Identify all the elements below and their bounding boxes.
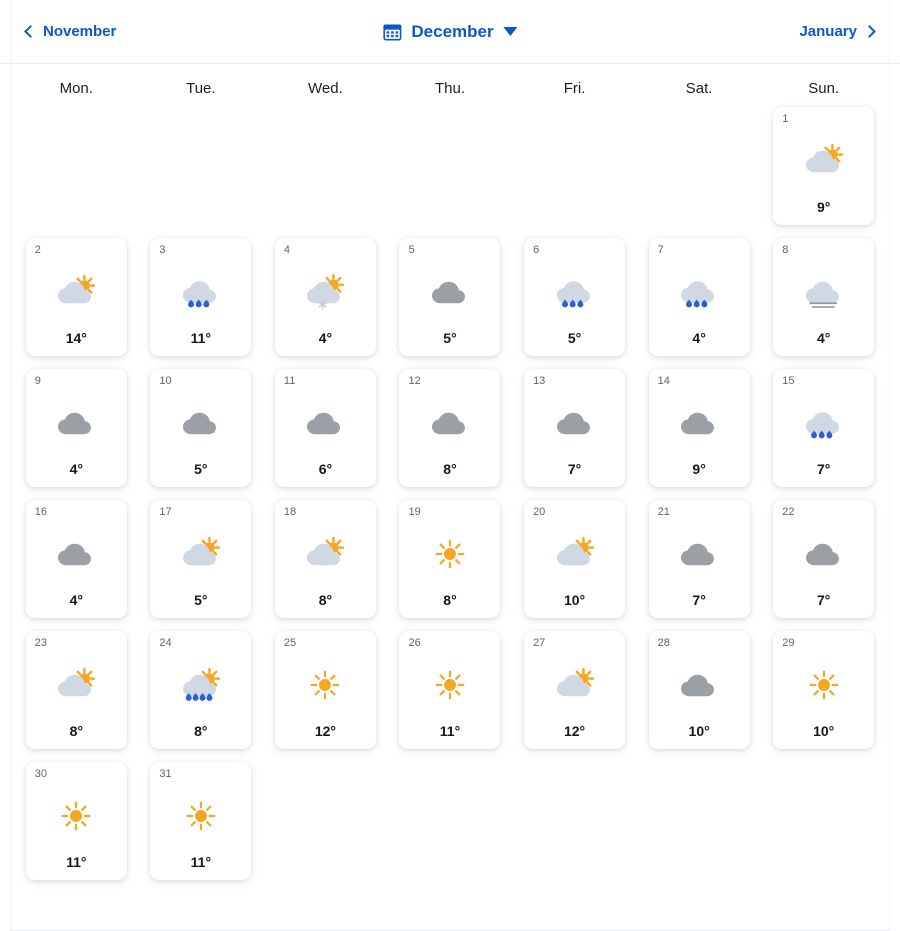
day-cell[interactable] [263, 238, 388, 356]
day-number: 26 [408, 637, 421, 649]
empty-day-cell [14, 107, 139, 225]
day-cell[interactable] [512, 631, 637, 749]
weekday-label: Sun. [808, 80, 840, 97]
day-card[interactable] [150, 500, 251, 618]
previous-month-label: November [43, 23, 117, 40]
day-number: 9 [34, 375, 41, 387]
day-card[interactable] [773, 107, 874, 225]
day-cell[interactable] [139, 369, 264, 487]
cloud-icon [159, 385, 242, 461]
day-temperature: 8° [69, 723, 83, 739]
cloud-icon [658, 385, 741, 461]
day-temperature: 5° [443, 330, 457, 346]
day-number: 6 [533, 244, 540, 256]
day-temperature: 4° [817, 330, 831, 346]
day-cell[interactable] [14, 631, 139, 749]
day-temperature: 10° [688, 723, 710, 739]
day-temperature: 11° [190, 330, 212, 346]
day-cell[interactable] [512, 369, 637, 487]
day-card[interactable] [649, 500, 750, 618]
day-number: 14 [657, 375, 670, 387]
day-temperature: 12° [314, 723, 336, 739]
day-number: 3 [159, 244, 166, 256]
day-cell[interactable] [139, 631, 264, 749]
sun-cloud-icon [533, 516, 616, 592]
day-card[interactable] [773, 369, 874, 487]
empty-day-cell [263, 107, 388, 225]
day-temperature: 5° [194, 461, 208, 477]
day-card[interactable] [649, 631, 750, 749]
previous-month-button[interactable] [26, 23, 116, 40]
day-cell[interactable] [761, 369, 886, 487]
day-number: 30 [34, 768, 48, 780]
day-cell[interactable] [139, 500, 264, 618]
weekday-header-row [0, 64, 900, 107]
day-cell[interactable] [637, 500, 762, 618]
day-card[interactable] [399, 631, 500, 749]
day-cell[interactable] [14, 500, 139, 618]
day-number: 25 [283, 637, 297, 649]
day-card[interactable] [26, 762, 127, 880]
cloud-icon [35, 516, 118, 592]
day-cell[interactable] [139, 238, 264, 356]
calendar-header [0, 0, 900, 64]
day-temperature: 9° [692, 461, 706, 477]
day-card[interactable] [524, 369, 625, 487]
day-card[interactable] [524, 500, 625, 618]
day-card[interactable] [150, 631, 251, 749]
day-card[interactable] [275, 238, 376, 356]
day-number: 8 [782, 244, 789, 256]
day-temperature: 7° [817, 592, 831, 608]
day-temperature: 11° [66, 854, 87, 870]
day-temperature: 5° [567, 330, 582, 346]
day-card[interactable] [26, 500, 127, 618]
chevron-right-icon [863, 25, 876, 38]
sun-cloud-snow-icon [284, 254, 367, 330]
weekday-label: Tue. [186, 80, 216, 97]
weekday-label: Fri. [563, 80, 586, 97]
day-number: 15 [782, 375, 795, 387]
sun-icon [408, 516, 491, 592]
day-card[interactable] [275, 500, 376, 618]
weekday-label: Thu. [434, 80, 465, 97]
day-card[interactable] [399, 500, 500, 618]
day-card[interactable] [773, 238, 874, 356]
day-temperature: 7° [692, 592, 706, 608]
cloud-icon [408, 385, 491, 461]
day-card[interactable] [26, 369, 127, 487]
page-border-right [889, 0, 890, 931]
rain-icon [159, 254, 242, 330]
day-card[interactable] [275, 369, 376, 487]
day-number: 11 [283, 375, 296, 387]
day-number: 4 [283, 244, 291, 256]
day-temperature: 8° [443, 592, 457, 608]
day-card[interactable] [399, 238, 500, 356]
cloud-icon [284, 385, 367, 461]
empty-day-cell [512, 107, 637, 225]
day-card[interactable] [773, 631, 874, 749]
day-number: 19 [408, 506, 421, 518]
day-number: 23 [34, 637, 48, 649]
caret-down-icon [504, 27, 518, 36]
weekday-label: Sat. [685, 80, 713, 97]
day-temperature: 6° [318, 461, 333, 477]
day-temperature: 8° [318, 592, 333, 608]
day-temperature: 4° [69, 592, 83, 608]
day-temperature: 4° [318, 330, 333, 346]
day-temperature: 8° [443, 461, 457, 477]
sun-cloud-icon [533, 647, 616, 723]
day-cell[interactable] [388, 631, 513, 749]
day-cell[interactable] [637, 631, 762, 749]
next-month-button[interactable] [799, 23, 874, 40]
sun-cloud-rain-icon [159, 647, 242, 723]
day-cell[interactable] [14, 238, 139, 356]
day-number: 29 [782, 637, 795, 649]
day-number: 20 [533, 506, 546, 518]
day-cell[interactable] [637, 369, 762, 487]
day-cell[interactable] [263, 369, 388, 487]
day-cell[interactable] [388, 369, 513, 487]
day-temperature: 10° [563, 592, 586, 608]
day-cell[interactable] [512, 500, 637, 618]
cloud-icon [533, 385, 616, 461]
cloud-icon [658, 647, 741, 723]
cloud-icon [782, 516, 865, 592]
day-number: 1 [782, 113, 789, 125]
day-card[interactable] [399, 369, 500, 487]
cloud-icon [658, 516, 741, 592]
day-card[interactable] [150, 762, 251, 880]
day-number: 22 [782, 506, 795, 518]
day-number: 24 [159, 637, 172, 649]
day-cell[interactable] [263, 500, 388, 618]
rain-icon [782, 385, 865, 461]
weekday-label: Mon. [59, 80, 93, 97]
day-card[interactable] [26, 238, 127, 356]
sun-icon [408, 647, 491, 723]
rain-icon [658, 254, 741, 330]
day-temperature: 4° [692, 330, 706, 346]
weekday-label: Wed. [308, 80, 343, 97]
day-cell[interactable] [388, 500, 513, 618]
cloud-icon [408, 254, 491, 330]
sun-cloud-icon [35, 647, 118, 723]
day-number: 17 [159, 506, 172, 518]
day-temperature: 14° [65, 330, 87, 346]
day-cell[interactable] [14, 762, 139, 880]
fog-icon [782, 254, 865, 330]
day-number: 12 [408, 375, 421, 387]
empty-day-cell [388, 107, 513, 225]
sun-icon [782, 647, 865, 723]
sun-cloud-icon [284, 516, 367, 592]
day-cell[interactable] [761, 631, 886, 749]
day-number: 21 [657, 506, 670, 518]
chevron-left-icon [24, 25, 37, 38]
sun-icon [284, 647, 367, 723]
day-card[interactable] [524, 631, 625, 749]
day-card[interactable] [773, 500, 874, 618]
day-temperature: 11° [439, 723, 461, 739]
day-temperature: 11° [190, 854, 212, 870]
day-card[interactable] [524, 238, 625, 356]
month-dropdown[interactable] [382, 22, 517, 42]
day-cell[interactable] [761, 107, 886, 225]
day-cell[interactable] [512, 238, 637, 356]
day-temperature: 7° [817, 461, 831, 477]
day-card[interactable] [26, 631, 127, 749]
day-card[interactable] [150, 238, 251, 356]
day-number: 28 [657, 637, 670, 649]
day-number: 16 [34, 506, 48, 518]
day-temperature: 7° [567, 461, 582, 477]
day-card[interactable] [150, 369, 251, 487]
day-number: 31 [159, 768, 172, 780]
empty-day-cell [637, 107, 762, 225]
rain-icon [533, 254, 616, 330]
day-cell[interactable] [637, 238, 762, 356]
day-number: 27 [533, 637, 546, 649]
day-temperature: 12° [563, 723, 586, 739]
next-month-label: January [799, 23, 857, 40]
day-number: 13 [533, 375, 546, 387]
day-cell[interactable] [263, 631, 388, 749]
day-cell[interactable] [761, 238, 886, 356]
day-card[interactable] [649, 238, 750, 356]
day-temperature: 4° [69, 461, 83, 477]
day-number: 5 [408, 244, 415, 256]
calendar-grid [0, 107, 900, 896]
day-cell[interactable] [388, 238, 513, 356]
day-temperature: 10° [813, 723, 835, 739]
day-cell[interactable] [139, 762, 264, 880]
day-card[interactable] [275, 631, 376, 749]
day-card[interactable] [649, 369, 750, 487]
day-number: 7 [657, 244, 664, 256]
day-temperature: 9° [817, 199, 831, 215]
sun-cloud-icon [35, 254, 118, 330]
sun-cloud-icon [159, 516, 242, 592]
day-temperature: 8° [194, 723, 208, 739]
day-temperature: 5° [194, 592, 208, 608]
day-number: 10 [159, 375, 172, 387]
sun-icon [35, 778, 118, 854]
day-number: 2 [34, 244, 41, 256]
day-cell[interactable] [14, 369, 139, 487]
calendar-icon [382, 22, 402, 42]
cloud-icon [35, 385, 118, 461]
sun-cloud-icon [782, 123, 865, 199]
day-cell[interactable] [761, 500, 886, 618]
empty-day-cell [139, 107, 264, 225]
sun-icon [159, 778, 242, 854]
day-number: 18 [283, 506, 297, 518]
page-border-left [10, 0, 11, 931]
current-month-label: December [411, 21, 494, 41]
